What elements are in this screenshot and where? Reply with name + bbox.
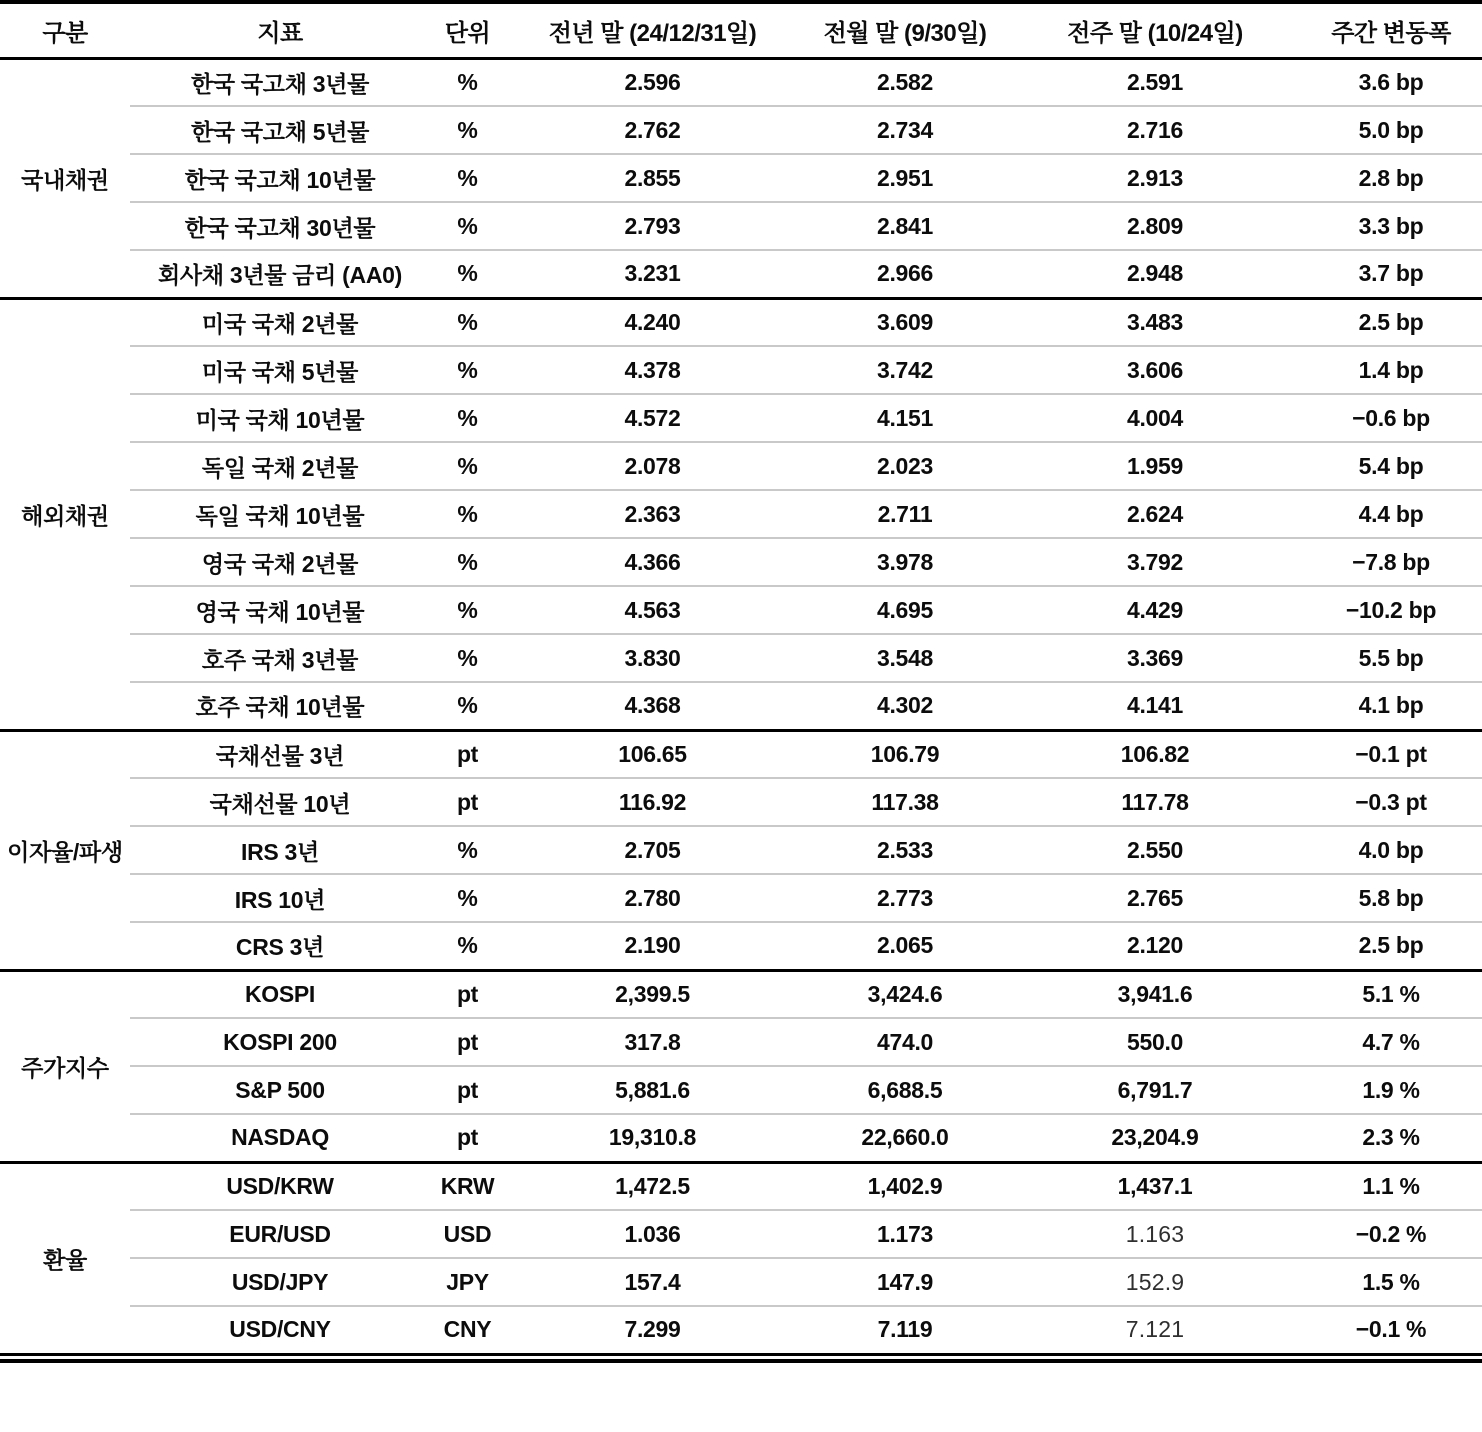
prev-month-cell: 2.966 — [800, 250, 1010, 298]
weekly-change-cell: 5.5 bp — [1300, 634, 1482, 682]
unit-cell: pt — [430, 778, 505, 826]
section-2 — [0, 730, 1482, 970]
weekly-change-cell: 4.1 bp — [1300, 682, 1482, 730]
prev-week-cell: 2.120 — [1010, 922, 1300, 970]
prev-week-cell: 3.792 — [1010, 538, 1300, 586]
prev-year-cell: 4.378 — [505, 346, 800, 394]
table-row — [0, 298, 1482, 346]
weekly-change-cell: −0.6 bp — [1300, 394, 1482, 442]
prev-month-cell: 2.841 — [800, 202, 1010, 250]
section-1 — [0, 298, 1482, 730]
indicator-cell: CRS 3년 — [130, 922, 430, 970]
category-cell: 해외채권 — [21, 502, 109, 529]
unit-cell: pt — [430, 1018, 505, 1066]
prev-month-cell: 1.173 — [800, 1210, 1010, 1258]
indicator-cell: 한국 국고채 30년물 — [130, 202, 430, 250]
indicator-cell: USD/KRW — [226, 1172, 334, 1199]
indicator-cell: IRS 10년 — [130, 874, 430, 922]
weekly-change-cell: 1.9 % — [1300, 1066, 1482, 1114]
unit-cell: USD — [430, 1210, 505, 1258]
prev-month-cell: 2.582 — [876, 68, 934, 95]
indicator-cell: 호주 국채 10년물 — [130, 682, 430, 730]
unit-cell: % — [430, 634, 505, 682]
prev-year-cell: 4.563 — [505, 586, 800, 634]
table-row — [0, 490, 1482, 538]
category-cell: 주가지수 — [21, 1054, 109, 1081]
prev-year-cell: 1,472.5 — [615, 1172, 690, 1199]
prev-month-cell: 4.151 — [800, 394, 1010, 442]
prev-week-cell: 1.959 — [1010, 442, 1300, 490]
header-row — [0, 2, 1482, 58]
table-row — [0, 826, 1482, 874]
unit-cell: % — [430, 682, 505, 730]
prev-month-cell: 2.951 — [800, 154, 1010, 202]
prev-month-cell: 2.773 — [800, 874, 1010, 922]
unit-cell: % — [430, 538, 505, 586]
unit-cell: % — [430, 250, 505, 298]
prev-year-cell: 2.190 — [505, 922, 800, 970]
weekly-change-cell: 3.3 bp — [1300, 202, 1482, 250]
unit-cell: KRW — [440, 1172, 495, 1199]
table-row — [0, 1210, 1482, 1258]
prev-week-cell: 2.624 — [1010, 490, 1300, 538]
weekly-change-cell: 2.5 bp — [1300, 922, 1482, 970]
unit-cell: % — [430, 586, 505, 634]
prev-month-cell: 1,402.9 — [867, 1172, 943, 1199]
table-row — [0, 346, 1482, 394]
prev-year-cell: 4.368 — [505, 682, 800, 730]
indicator-cell: S&P 500 — [130, 1066, 430, 1114]
table-row — [0, 922, 1482, 970]
weekly-change-cell: −0.2 % — [1300, 1210, 1482, 1258]
prev-year-cell: 2.793 — [505, 202, 800, 250]
indicator-cell: 호주 국채 3년물 — [130, 634, 430, 682]
unit-cell: % — [430, 922, 505, 970]
section-3 — [0, 970, 1482, 1162]
indicator-cell: 한국 국고채 10년물 — [130, 154, 430, 202]
table-row — [0, 586, 1482, 634]
unit-cell: % — [430, 394, 505, 442]
weekly-change-cell: 3.6 bp — [1358, 68, 1424, 95]
indicator-cell: 미국 국채 5년물 — [130, 346, 430, 394]
prev-week-cell: 1.163 — [1010, 1210, 1300, 1258]
weekly-change-cell: 1.4 bp — [1300, 346, 1482, 394]
table-row — [0, 394, 1482, 442]
prev-month-cell: 2.734 — [800, 106, 1010, 154]
weekly-change-cell: 1.1 % — [1362, 1172, 1420, 1199]
unit-cell: % — [430, 202, 505, 250]
section-0 — [0, 58, 1482, 298]
indicator-cell: 국채선물 10년 — [130, 778, 430, 826]
weekly-change-cell: 5.8 bp — [1300, 874, 1482, 922]
prev-week-cell: 2.716 — [1010, 106, 1300, 154]
unit-cell: % — [430, 442, 505, 490]
unit-cell: pt — [430, 1066, 505, 1114]
prev-week-cell: 4.141 — [1010, 682, 1300, 730]
prev-month-cell: 7.119 — [800, 1306, 1010, 1354]
prev-year-cell: 2.078 — [505, 442, 800, 490]
prev-week-cell: 2.550 — [1010, 826, 1300, 874]
indicator-cell: NASDAQ — [130, 1114, 430, 1162]
table-row — [0, 634, 1482, 682]
unit-cell: % — [430, 874, 505, 922]
col-header-prev-year: 전년 말 (24/12/31일) — [548, 19, 757, 47]
table-row — [0, 1162, 1482, 1210]
weekly-change-cell: 5.4 bp — [1300, 442, 1482, 490]
prev-year-cell: 3.231 — [505, 250, 800, 298]
bottom-double-rule — [0, 1359, 1482, 1363]
category-cell: 환율 — [43, 1246, 87, 1273]
col-header-prev-week: 전주 말 (10/24일) — [1067, 19, 1243, 47]
table-row — [0, 1306, 1482, 1354]
indicator-cell: 회사채 3년물 금리 (AA0) — [130, 250, 430, 298]
weekly-change-cell: 3.7 bp — [1300, 250, 1482, 298]
prev-month-cell: 474.0 — [800, 1018, 1010, 1066]
prev-year-cell: 4.366 — [505, 538, 800, 586]
prev-year-cell: 2.363 — [505, 490, 800, 538]
table-row — [0, 58, 1482, 106]
prev-year-cell: 5,881.6 — [505, 1066, 800, 1114]
table-row — [0, 106, 1482, 154]
prev-month-cell: 3.742 — [800, 346, 1010, 394]
unit-cell: % — [430, 826, 505, 874]
unit-cell: % — [430, 154, 505, 202]
prev-week-cell: 2.765 — [1010, 874, 1300, 922]
col-header-indicator: 지표 — [257, 19, 303, 47]
prev-week-cell: 2.913 — [1010, 154, 1300, 202]
indicator-cell: 독일 국채 2년물 — [130, 442, 430, 490]
prev-month-cell: 6,688.5 — [800, 1066, 1010, 1114]
prev-year-cell: 4.240 — [624, 308, 681, 335]
weekly-change-cell: −7.8 bp — [1300, 538, 1482, 586]
indicator-cell: USD/JPY — [130, 1258, 430, 1306]
weekly-change-cell: 5.0 bp — [1300, 106, 1482, 154]
table-row — [0, 250, 1482, 298]
col-header-category: 구분 — [42, 19, 88, 47]
table-row — [0, 442, 1482, 490]
table-header — [0, 2, 1482, 58]
weekly-change-cell: 4.0 bp — [1300, 826, 1482, 874]
prev-month-cell: 106.79 — [870, 740, 940, 767]
section-4 — [0, 1162, 1482, 1354]
weekly-change-cell: 2.5 bp — [1358, 308, 1424, 335]
indicator-cell: 영국 국채 2년물 — [130, 538, 430, 586]
prev-year-cell: 2.705 — [505, 826, 800, 874]
prev-week-cell: 1,437.1 — [1117, 1172, 1193, 1199]
indicator-cell: 한국 국고채 5년물 — [130, 106, 430, 154]
weekly-change-cell: −0.1 % — [1300, 1306, 1482, 1354]
indicator-cell: EUR/USD — [130, 1210, 430, 1258]
prev-year-cell: 2.762 — [505, 106, 800, 154]
prev-year-cell: 2,399.5 — [615, 980, 690, 1007]
prev-month-cell: 4.695 — [800, 586, 1010, 634]
prev-year-cell: 1.036 — [505, 1210, 800, 1258]
indicator-cell: 미국 국채 2년물 — [201, 310, 359, 337]
prev-year-cell: 2.855 — [505, 154, 800, 202]
indicator-cell: 국채선물 3년 — [215, 742, 345, 769]
unit-cell: pt — [456, 980, 479, 1007]
prev-year-cell: 2.780 — [505, 874, 800, 922]
category-cell: 이자율/파생 — [7, 838, 123, 865]
prev-month-cell: 3.548 — [800, 634, 1010, 682]
prev-year-cell: 4.572 — [505, 394, 800, 442]
weekly-change-cell: 4.4 bp — [1300, 490, 1482, 538]
unit-cell: % — [430, 490, 505, 538]
prev-month-cell: 2.065 — [800, 922, 1010, 970]
prev-week-cell: 6,791.7 — [1010, 1066, 1300, 1114]
prev-week-cell: 3.369 — [1010, 634, 1300, 682]
prev-month-cell: 2.711 — [800, 490, 1010, 538]
weekly-change-cell: 2.8 bp — [1300, 154, 1482, 202]
prev-week-cell: 2.948 — [1010, 250, 1300, 298]
prev-week-cell: 7.121 — [1010, 1306, 1300, 1354]
weekly-change-cell: 5.1 % — [1362, 980, 1420, 1007]
table-row — [0, 1258, 1482, 1306]
indicator-cell: 한국 국고채 3년물 — [190, 70, 370, 97]
prev-month-cell: 22,660.0 — [800, 1114, 1010, 1162]
unit-cell: % — [430, 346, 505, 394]
prev-week-cell: 23,204.9 — [1010, 1114, 1300, 1162]
col-header-prev-month: 전월 말 (9/30일) — [823, 19, 987, 47]
indicator-cell: 영국 국채 10년물 — [130, 586, 430, 634]
prev-week-cell: 2.591 — [1126, 68, 1184, 95]
prev-week-cell: 3,941.6 — [1117, 980, 1193, 1007]
unit-cell: % — [430, 106, 505, 154]
prev-month-cell: 2.023 — [800, 442, 1010, 490]
prev-year-cell: 2.596 — [624, 68, 681, 95]
indicator-cell: 독일 국채 10년물 — [130, 490, 430, 538]
prev-week-cell: 4.429 — [1010, 586, 1300, 634]
prev-month-cell: 117.38 — [800, 778, 1010, 826]
prev-month-cell: 147.9 — [800, 1258, 1010, 1306]
weekly-change-cell: −10.2 bp — [1300, 586, 1482, 634]
unit-cell: % — [457, 308, 478, 335]
weekly-change-cell: 4.7 % — [1300, 1018, 1482, 1066]
table-row — [0, 1114, 1482, 1162]
category-cell: 국내채권 — [21, 166, 109, 193]
table-row — [0, 682, 1482, 730]
prev-year-cell: 7.299 — [505, 1306, 800, 1354]
prev-year-cell: 157.4 — [505, 1258, 800, 1306]
prev-week-cell: 550.0 — [1010, 1018, 1300, 1066]
weekly-change-cell: −0.1 pt — [1355, 740, 1427, 767]
prev-month-cell: 3,424.6 — [867, 980, 943, 1007]
weekly-change-cell: −0.3 pt — [1300, 778, 1482, 826]
indicator-cell: 미국 국채 10년물 — [130, 394, 430, 442]
table-row — [0, 538, 1482, 586]
table-row — [0, 154, 1482, 202]
table-row — [0, 970, 1482, 1018]
unit-cell: CNY — [430, 1306, 505, 1354]
prev-year-cell: 116.92 — [505, 778, 800, 826]
prev-month-cell: 3.609 — [876, 308, 934, 335]
unit-cell: JPY — [430, 1258, 505, 1306]
prev-week-cell: 4.004 — [1010, 394, 1300, 442]
prev-week-cell: 152.9 — [1010, 1258, 1300, 1306]
col-header-weekly-change: 주간 변동폭 — [1331, 19, 1451, 47]
table-row — [0, 730, 1482, 778]
prev-week-cell: 2.809 — [1010, 202, 1300, 250]
indicator-cell: IRS 3년 — [130, 826, 430, 874]
indicator-cell: USD/CNY — [130, 1306, 430, 1354]
table-row — [0, 874, 1482, 922]
prev-year-cell: 317.8 — [505, 1018, 800, 1066]
table-row — [0, 1066, 1482, 1114]
col-header-unit: 단위 — [444, 19, 491, 47]
prev-month-cell: 2.533 — [800, 826, 1010, 874]
unit-cell: pt — [456, 740, 479, 767]
prev-week-cell: 3.483 — [1126, 308, 1184, 335]
table-row — [0, 202, 1482, 250]
table-row — [0, 1018, 1482, 1066]
weekly-change-cell: 2.3 % — [1300, 1114, 1482, 1162]
prev-year-cell: 106.65 — [618, 740, 687, 767]
prev-month-cell: 4.302 — [800, 682, 1010, 730]
prev-week-cell: 106.82 — [1120, 740, 1190, 767]
prev-year-cell: 3.830 — [505, 634, 800, 682]
indicator-cell: KOSPI 200 — [130, 1018, 430, 1066]
indicator-cell: KOSPI — [244, 980, 316, 1007]
prev-year-cell: 19,310.8 — [505, 1114, 800, 1162]
table-row — [0, 778, 1482, 826]
weekly-change-cell: 1.5 % — [1300, 1258, 1482, 1306]
prev-week-cell: 117.78 — [1010, 778, 1300, 826]
prev-week-cell: 3.606 — [1010, 346, 1300, 394]
unit-cell: % — [457, 68, 478, 95]
prev-month-cell: 3.978 — [800, 538, 1010, 586]
unit-cell: pt — [430, 1114, 505, 1162]
